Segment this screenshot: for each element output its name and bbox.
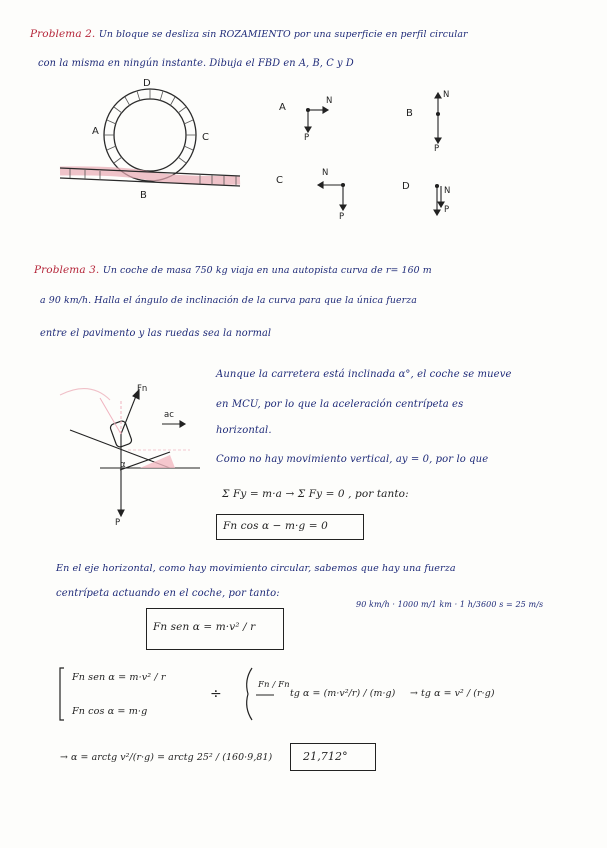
answer-box (290, 743, 376, 771)
vertical-equation-box (216, 514, 364, 540)
fbd-a-normal: N (326, 96, 333, 106)
horizontal-text-line1: En el eje horizontal, como hay movimiento circular, sabemos que hay una fuerza (56, 563, 456, 574)
fbd-a-weight: P (304, 133, 310, 143)
explanation-line2: en MCU, por lo que la aceleración centrípeta es (216, 399, 464, 410)
problem3-heading: Problema 3. (34, 264, 100, 276)
loop-label-d: D (143, 78, 151, 89)
final-answer: 21,712° (303, 750, 348, 763)
fbd-b-label: B (406, 108, 413, 119)
fbd-c-weight: P (339, 212, 345, 222)
loop-label-a: A (92, 126, 99, 137)
fbd-a-label: A (279, 102, 286, 113)
problem3-statement-line1: Un coche de masa 750 kg viaja en una autopista curva de r= 160 m (102, 265, 432, 276)
fbd-d-weight: P (444, 205, 450, 215)
tangent-simplified: → tg α = v² / (r·g) (410, 688, 495, 699)
horizontal-equation: Fn sen α = m·v² / r (153, 621, 256, 633)
problem2-heading: Problema 2. (30, 28, 96, 40)
final-expression: → α = arctg v²/(r·g) = arctg 25² / (160·9,81) (60, 752, 273, 763)
problem3-statement-line2: a 90 km/h. Halla el ángulo de inclinación de la curva para que la única fuerza (40, 295, 417, 306)
problem3-statement-line3: entre el pavimento y las ruedas sea la normal (40, 328, 272, 339)
ratio-label: Fn / Fn (258, 680, 290, 690)
speed-conversion: 90 km/h · 1000 m/1 km · 1 h/3600 s = 25 m/s (356, 600, 544, 609)
system-equation-1: Fn sen α = m·v² / r (72, 672, 166, 683)
explanation-line3: horizontal. (216, 425, 272, 436)
fbd-c-normal: N (322, 168, 329, 178)
divide-symbol: ÷ (210, 686, 222, 702)
fig-acc-label: ac (164, 410, 174, 420)
problem2-statement-line2: con la misma en ningún instante. Dibuja el FBD en A, B, C y D (38, 58, 354, 69)
horizontal-equation-box (146, 608, 284, 650)
horizontal-text-line2: centrípeta actuando en el coche, por tanto: (56, 588, 280, 599)
fbd-d-normal: N (444, 186, 451, 196)
fbd-b-normal: N (443, 90, 450, 100)
problem3-title (34, 264, 432, 276)
problem2-statement-line1: Un bloque se desliza sin ROZAMIENTO por una superficie en perfil circular (98, 29, 468, 40)
tangent-expression: tg α = (m·v²/r) / (m·g) (290, 688, 396, 699)
explanation-line1: Aunque la carretera está inclinada α°, el coche se mueve (216, 369, 512, 380)
fbd-c-label: C (276, 175, 283, 186)
system-equation-2: Fn cos α = m·g (72, 706, 148, 717)
loop-label-c: C (202, 132, 209, 143)
fig-weight-label: P (115, 518, 121, 528)
fbd-b-weight: P (434, 144, 440, 154)
vertical-equation: Fn cos α − m·g = 0 (223, 520, 328, 532)
fig-alpha-label: α (120, 460, 126, 470)
loop-label-b: B (140, 190, 147, 201)
fbd-d-label: D (402, 181, 410, 192)
fig-normal-label: Fn (137, 384, 148, 394)
sum-forces-equation: Σ Fy = m·a → Σ Fy = 0 , por tanto: (222, 488, 409, 500)
explanation-line4: Como no hay movimiento vertical, ay = 0, por lo que (216, 454, 489, 465)
